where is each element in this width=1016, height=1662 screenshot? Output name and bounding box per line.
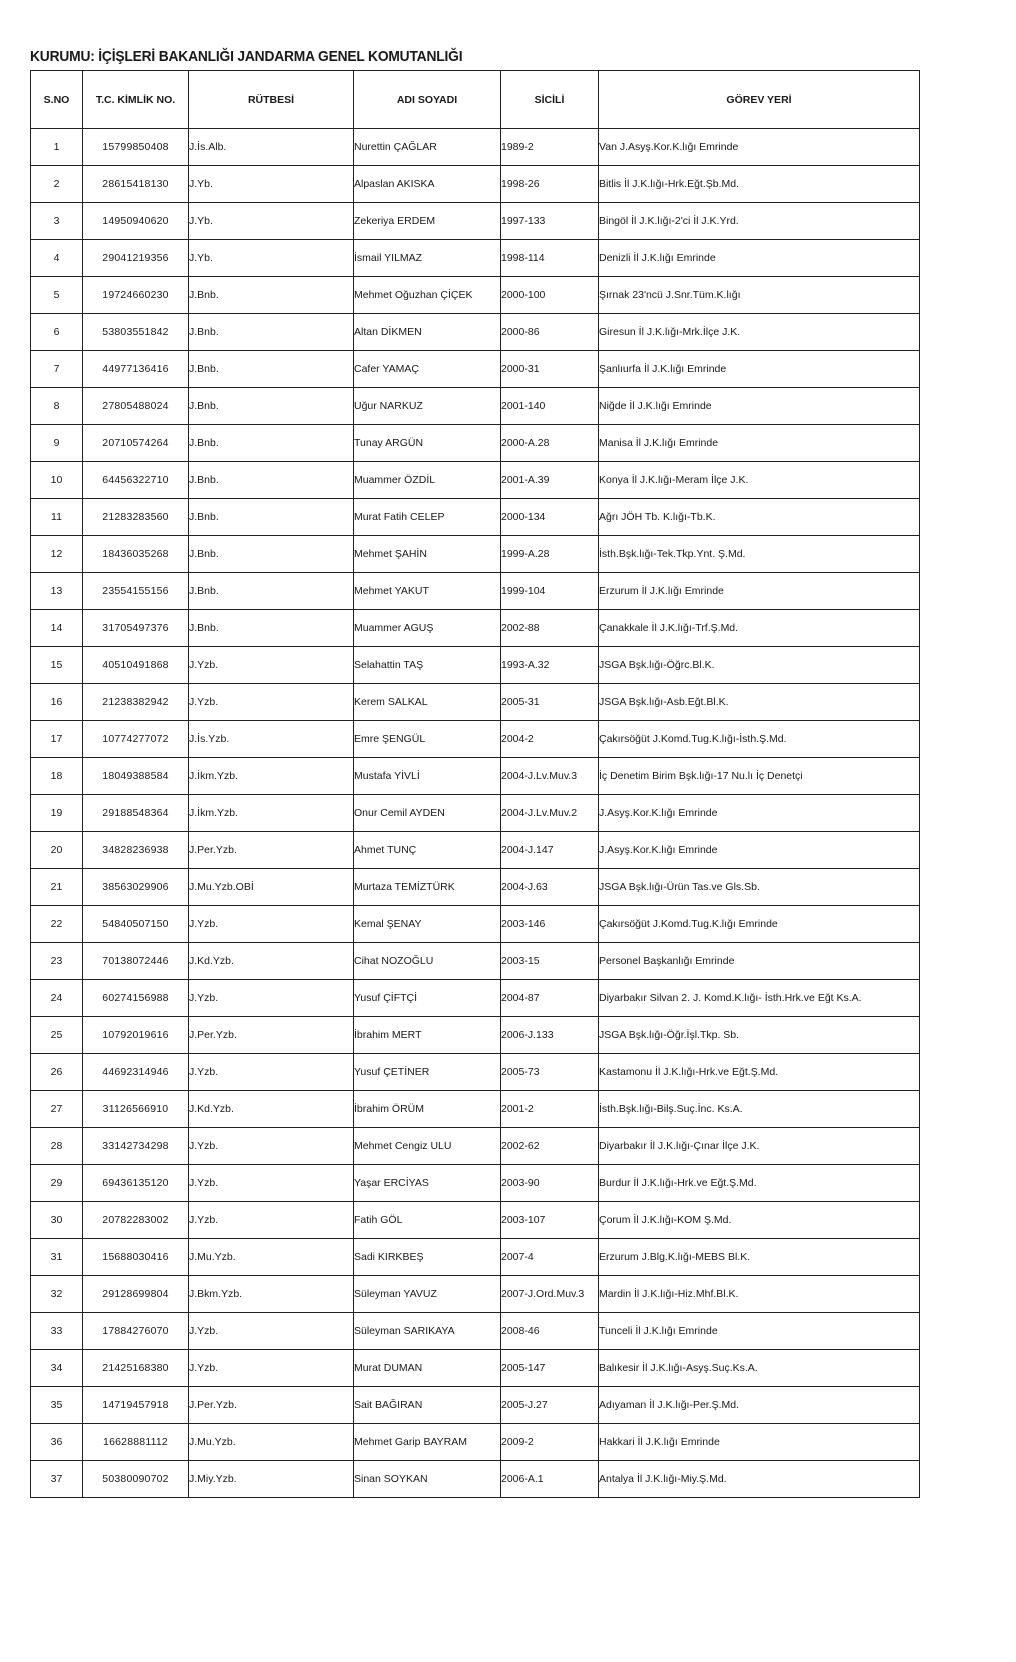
table-row [31, 906, 920, 943]
cell-name: Murat DUMAN [354, 1350, 501, 1387]
table-row [31, 388, 920, 425]
cell-tc-id: 27805488024 [83, 388, 189, 425]
cell-registry: 2001-140 [501, 388, 599, 425]
cell-sno: 20 [31, 832, 83, 869]
cell-duty-station: İsth.Bşk.lığı-Tek.Tkp.Ynt. Ş.Md. [599, 536, 920, 573]
cell-duty-station: Antalya İl J.K.lığı-Miy.Ş.Md. [599, 1461, 920, 1498]
cell-rank: J.Bnb. [189, 499, 354, 536]
cell-registry: 2004-J.63 [501, 869, 599, 906]
cell-rank: J.Per.Yzb. [189, 832, 354, 869]
cell-name: Selahattin TAŞ [354, 647, 501, 684]
cell-duty-station: Niğde İl J.K.lığı Emrinde [599, 388, 920, 425]
cell-name: Uğur NARKUZ [354, 388, 501, 425]
cell-registry: 2000-86 [501, 314, 599, 351]
cell-tc-id: 60274156988 [83, 980, 189, 1017]
cell-sno: 5 [31, 277, 83, 314]
table-row [31, 1128, 920, 1165]
cell-sno: 21 [31, 869, 83, 906]
cell-sno: 26 [31, 1054, 83, 1091]
table-row [31, 1424, 920, 1461]
cell-duty-station: Şanlıurfa İl J.K.lığı Emrinde [599, 351, 920, 388]
cell-rank: J.Bnb. [189, 573, 354, 610]
cell-name: Murtaza TEMİZTÜRK [354, 869, 501, 906]
cell-sno: 13 [31, 573, 83, 610]
table-row [31, 1276, 920, 1313]
cell-rank: J.Mu.Yzb. [189, 1239, 354, 1276]
cell-duty-station: Van J.Asyş.Kor.K.lığı Emrinde [599, 129, 920, 166]
cell-name: Fatih GÖL [354, 1202, 501, 1239]
cell-duty-station: Burdur İl J.K.lığı-Hrk.ve Eğt.Ş.Md. [599, 1165, 920, 1202]
cell-rank: J.Yzb. [189, 1128, 354, 1165]
cell-duty-station: Balıkesir İl J.K.lığı-Asyş.Suç.Ks.A. [599, 1350, 920, 1387]
cell-rank: J.Bnb. [189, 425, 354, 462]
table-row [31, 351, 920, 388]
header-registry: SİCİLİ [501, 71, 599, 129]
cell-tc-id: 21283283560 [83, 499, 189, 536]
cell-duty-station: JSGA Bşk.lığı-Öğrc.Bl.K. [599, 647, 920, 684]
cell-name: Mehmet ŞAHİN [354, 536, 501, 573]
cell-tc-id: 69436135120 [83, 1165, 189, 1202]
cell-name: İsmail YILMAZ [354, 240, 501, 277]
table-row [31, 1350, 920, 1387]
cell-duty-station: Çakırsöğüt J.Komd.Tug.K.lığı-İsth.Ş.Md. [599, 721, 920, 758]
table-row [31, 832, 920, 869]
cell-tc-id: 18436035268 [83, 536, 189, 573]
cell-name: Muammer AGUŞ [354, 610, 501, 647]
cell-registry: 1989-2 [501, 129, 599, 166]
cell-duty-station: Diyarbakır İl J.K.lığı-Çınar İlçe J.K. [599, 1128, 920, 1165]
cell-registry: 2002-62 [501, 1128, 599, 1165]
document-title: KURUMU: İÇİŞLERİ BAKANLIĞI JANDARMA GENEL KOMUTANLIĞI [30, 48, 463, 65]
cell-tc-id: 15799850408 [83, 129, 189, 166]
cell-registry: 2009-2 [501, 1424, 599, 1461]
cell-registry: 2007-J.Ord.Muv.3 [501, 1276, 599, 1313]
cell-registry: 2005-J.27 [501, 1387, 599, 1424]
cell-name: Murat Fatih CELEP [354, 499, 501, 536]
cell-registry: 2005-73 [501, 1054, 599, 1091]
table-row [31, 1091, 920, 1128]
cell-tc-id: 40510491868 [83, 647, 189, 684]
cell-sno: 9 [31, 425, 83, 462]
cell-rank: J.Kd.Yzb. [189, 943, 354, 980]
cell-sno: 37 [31, 1461, 83, 1498]
cell-sno: 27 [31, 1091, 83, 1128]
cell-sno: 32 [31, 1276, 83, 1313]
table-row [31, 536, 920, 573]
cell-name: Altan DİKMEN [354, 314, 501, 351]
cell-rank: J.Bnb. [189, 277, 354, 314]
cell-registry: 2008-46 [501, 1313, 599, 1350]
cell-name: Cihat NOZOĞLU [354, 943, 501, 980]
cell-tc-id: 14719457918 [83, 1387, 189, 1424]
cell-tc-id: 19724660230 [83, 277, 189, 314]
header-sno: S.NO [31, 71, 83, 129]
cell-sno: 23 [31, 943, 83, 980]
table-row [31, 573, 920, 610]
cell-registry: 2004-J.Lv.Muv.3 [501, 758, 599, 795]
cell-tc-id: 31126566910 [83, 1091, 189, 1128]
cell-rank: J.Bkm.Yzb. [189, 1276, 354, 1313]
cell-tc-id: 44692314946 [83, 1054, 189, 1091]
cell-duty-station: Personel Başkanlığı Emrinde [599, 943, 920, 980]
cell-registry: 2004-J.147 [501, 832, 599, 869]
cell-registry: 1999-104 [501, 573, 599, 610]
cell-name: Mehmet Oğuzhan ÇİÇEK [354, 277, 501, 314]
cell-rank: J.Bnb. [189, 610, 354, 647]
table-body [31, 129, 920, 1498]
cell-rank: J.Yzb. [189, 1313, 354, 1350]
cell-registry: 2000-100 [501, 277, 599, 314]
cell-duty-station: Diyarbakır Silvan 2. J. Komd.K.lığı- İsth.Hrk.ve Eğt Ks.A. [599, 980, 920, 1017]
table-header-row [31, 71, 920, 129]
cell-tc-id: 16628881112 [83, 1424, 189, 1461]
table-row [31, 647, 920, 684]
header-name: ADI SOYADI [354, 71, 501, 129]
cell-sno: 12 [31, 536, 83, 573]
cell-duty-station: Çakırsöğüt J.Komd.Tug.K.lığı Emrinde [599, 906, 920, 943]
cell-registry: 1998-26 [501, 166, 599, 203]
cell-rank: J.Mu.Yzb. [189, 1424, 354, 1461]
cell-duty-station: Çorum İl J.K.lığı-KOM Ş.Md. [599, 1202, 920, 1239]
cell-duty-station: Manisa İl J.K.lığı Emrinde [599, 425, 920, 462]
cell-registry: 2004-2 [501, 721, 599, 758]
table-row [31, 240, 920, 277]
cell-rank: J.Yzb. [189, 980, 354, 1017]
cell-registry: 2005-147 [501, 1350, 599, 1387]
cell-name: Kerem SALKAL [354, 684, 501, 721]
cell-sno: 16 [31, 684, 83, 721]
cell-name: Muammer ÖZDİL [354, 462, 501, 499]
table-row [31, 314, 920, 351]
cell-duty-station: Erzurum J.Blg.K.lığı-MEBS Bl.K. [599, 1239, 920, 1276]
cell-name: Sadi KIRKBEŞ [354, 1239, 501, 1276]
cell-sno: 25 [31, 1017, 83, 1054]
cell-name: Onur Cemil AYDEN [354, 795, 501, 832]
cell-registry: 2006-J.133 [501, 1017, 599, 1054]
cell-rank: J.İkm.Yzb. [189, 795, 354, 832]
cell-sno: 19 [31, 795, 83, 832]
cell-name: Mehmet Cengiz ULU [354, 1128, 501, 1165]
cell-registry: 2002-88 [501, 610, 599, 647]
cell-rank: J.Per.Yzb. [189, 1017, 354, 1054]
header-duty-station: GÖREV YERİ [599, 71, 920, 129]
cell-tc-id: 29188548364 [83, 795, 189, 832]
cell-sno: 34 [31, 1350, 83, 1387]
cell-sno: 33 [31, 1313, 83, 1350]
cell-registry: 2000-31 [501, 351, 599, 388]
cell-tc-id: 44977136416 [83, 351, 189, 388]
cell-sno: 29 [31, 1165, 83, 1202]
cell-sno: 35 [31, 1387, 83, 1424]
cell-duty-station: Hakkari İl J.K.lığı Emrinde [599, 1424, 920, 1461]
cell-duty-station: JSGA Bşk.lığı-Asb.Eğt.Bl.K. [599, 684, 920, 721]
cell-duty-station: JSGA Bşk.lığı-Ürün Tas.ve Gls.Sb. [599, 869, 920, 906]
cell-sno: 17 [31, 721, 83, 758]
cell-registry: 2003-15 [501, 943, 599, 980]
cell-tc-id: 21238382942 [83, 684, 189, 721]
header-tc-id: T.C. KİMLİK NO. [83, 71, 189, 129]
cell-tc-id: 31705497376 [83, 610, 189, 647]
table-row [31, 277, 920, 314]
cell-rank: J.Kd.Yzb. [189, 1091, 354, 1128]
cell-tc-id: 29041219356 [83, 240, 189, 277]
cell-tc-id: 17884276070 [83, 1313, 189, 1350]
cell-registry: 2004-J.Lv.Muv.2 [501, 795, 599, 832]
cell-sno: 3 [31, 203, 83, 240]
cell-tc-id: 18049388584 [83, 758, 189, 795]
cell-sno: 4 [31, 240, 83, 277]
cell-tc-id: 53803551842 [83, 314, 189, 351]
table-row [31, 1017, 920, 1054]
cell-sno: 2 [31, 166, 83, 203]
cell-name: Yaşar ERCİYAS [354, 1165, 501, 1202]
table-row [31, 462, 920, 499]
cell-sno: 1 [31, 129, 83, 166]
cell-sno: 11 [31, 499, 83, 536]
cell-rank: J.Yb. [189, 166, 354, 203]
cell-duty-station: Erzurum İl J.K.lığı Emrinde [599, 573, 920, 610]
table-row [31, 758, 920, 795]
cell-registry: 2003-146 [501, 906, 599, 943]
cell-sno: 8 [31, 388, 83, 425]
table-row [31, 1239, 920, 1276]
cell-rank: J.Yzb. [189, 1202, 354, 1239]
cell-rank: J.Bnb. [189, 314, 354, 351]
cell-tc-id: 10774277072 [83, 721, 189, 758]
cell-rank: J.Bnb. [189, 388, 354, 425]
cell-registry: 2000-134 [501, 499, 599, 536]
cell-sno: 14 [31, 610, 83, 647]
cell-rank: J.Yb. [189, 203, 354, 240]
cell-name: Mustafa YİVLİ [354, 758, 501, 795]
cell-name: Cafer YAMAÇ [354, 351, 501, 388]
cell-name: Kemal ŞENAY [354, 906, 501, 943]
cell-tc-id: 64456322710 [83, 462, 189, 499]
table-row [31, 1461, 920, 1498]
cell-registry: 2001-2 [501, 1091, 599, 1128]
cell-duty-station: Bingöl İl J.K.lığı-2'ci İl J.K.Yrd. [599, 203, 920, 240]
cell-registry: 2004-87 [501, 980, 599, 1017]
cell-rank: J.Yb. [189, 240, 354, 277]
cell-duty-station: Mardin İl J.K.lığı-Hiz.Mhf.Bl.K. [599, 1276, 920, 1313]
cell-sno: 31 [31, 1239, 83, 1276]
cell-tc-id: 10792019616 [83, 1017, 189, 1054]
table-row [31, 980, 920, 1017]
cell-duty-station: Konya İl J.K.lığı-Meram İlçe J.K. [599, 462, 920, 499]
cell-rank: J.Yzb. [189, 906, 354, 943]
cell-name: Süleyman YAVUZ [354, 1276, 501, 1313]
cell-duty-station: Giresun İl J.K.lığı-Mrk.İlçe J.K. [599, 314, 920, 351]
cell-registry: 2007-4 [501, 1239, 599, 1276]
cell-rank: J.Per.Yzb. [189, 1387, 354, 1424]
cell-sno: 30 [31, 1202, 83, 1239]
cell-registry: 1999-A.28 [501, 536, 599, 573]
table-row [31, 129, 920, 166]
cell-rank: J.Bnb. [189, 351, 354, 388]
cell-duty-station: J.Asyş.Kor.K.lığı Emrinde [599, 832, 920, 869]
table-row [31, 1313, 920, 1350]
table-row [31, 943, 920, 980]
cell-name: Yusuf ÇETİNER [354, 1054, 501, 1091]
cell-sno: 28 [31, 1128, 83, 1165]
cell-registry: 2000-A.28 [501, 425, 599, 462]
cell-duty-station: Kastamonu İl J.K.lığı-Hrk.ve Eğt.Ş.Md. [599, 1054, 920, 1091]
cell-name: Sait BAĞIRAN [354, 1387, 501, 1424]
cell-rank: J.Bnb. [189, 536, 354, 573]
cell-registry: 2003-107 [501, 1202, 599, 1239]
table-row [31, 425, 920, 462]
cell-duty-station: Denizli İl J.K.lığı Emrinde [599, 240, 920, 277]
cell-name: İbrahim MERT [354, 1017, 501, 1054]
cell-duty-station: İsth.Bşk.lığı-Bilş.Suç.İnc. Ks.A. [599, 1091, 920, 1128]
cell-tc-id: 14950940620 [83, 203, 189, 240]
cell-duty-station: Bitlis İl J.K.lığı-Hrk.Eğt.Şb.Md. [599, 166, 920, 203]
cell-duty-station: Çanakkale İl J.K.lığı-Trf.Ş.Md. [599, 610, 920, 647]
cell-name: Süleyman SARIKAYA [354, 1313, 501, 1350]
cell-tc-id: 38563029906 [83, 869, 189, 906]
table-row [31, 166, 920, 203]
cell-sno: 18 [31, 758, 83, 795]
cell-rank: J.İs.Alb. [189, 129, 354, 166]
table-row [31, 869, 920, 906]
table-row [31, 684, 920, 721]
table-row [31, 1387, 920, 1424]
table-row [31, 610, 920, 647]
cell-tc-id: 20782283002 [83, 1202, 189, 1239]
cell-registry: 1993-A.32 [501, 647, 599, 684]
cell-registry: 1998-114 [501, 240, 599, 277]
cell-rank: J.Yzb. [189, 1350, 354, 1387]
cell-duty-station: J.Asyş.Kor.K.lığı Emrinde [599, 795, 920, 832]
cell-sno: 7 [31, 351, 83, 388]
table-row [31, 203, 920, 240]
cell-registry: 2005-31 [501, 684, 599, 721]
cell-name: Mehmet Garip BAYRAM [354, 1424, 501, 1461]
cell-name: Emre ŞENGÜL [354, 721, 501, 758]
cell-tc-id: 33142734298 [83, 1128, 189, 1165]
table-row [31, 1165, 920, 1202]
cell-duty-station: Tunceli İl J.K.lığı Emrinde [599, 1313, 920, 1350]
cell-rank: J.Bnb. [189, 462, 354, 499]
cell-registry: 1997-133 [501, 203, 599, 240]
cell-name: Tunay ARGÜN [354, 425, 501, 462]
cell-registry: 2001-A.39 [501, 462, 599, 499]
header-rank: RÜTBESİ [189, 71, 354, 129]
cell-sno: 15 [31, 647, 83, 684]
cell-rank: J.İkm.Yzb. [189, 758, 354, 795]
personnel-table [30, 70, 920, 1498]
cell-registry: 2003-90 [501, 1165, 599, 1202]
cell-tc-id: 29128699804 [83, 1276, 189, 1313]
cell-rank: J.Miy.Yzb. [189, 1461, 354, 1498]
cell-tc-id: 21425168380 [83, 1350, 189, 1387]
cell-tc-id: 20710574264 [83, 425, 189, 462]
cell-duty-station: Adıyaman İl J.K.lığı-Per.Ş.Md. [599, 1387, 920, 1424]
cell-name: Zekeriya ERDEM [354, 203, 501, 240]
cell-name: Ahmet TUNÇ [354, 832, 501, 869]
cell-tc-id: 54840507150 [83, 906, 189, 943]
cell-duty-station: İç Denetim Birim Bşk.lığı-17 Nu.lı İç Denetçi [599, 758, 920, 795]
table-row [31, 1202, 920, 1239]
cell-name: Yusuf ÇİFTÇİ [354, 980, 501, 1017]
cell-sno: 10 [31, 462, 83, 499]
cell-name: İbrahim ÖRÜM [354, 1091, 501, 1128]
cell-rank: J.Yzb. [189, 647, 354, 684]
cell-duty-station: JSGA Bşk.lığı-Öğr.İşl.Tkp. Sb. [599, 1017, 920, 1054]
cell-name: Sinan SOYKAN [354, 1461, 501, 1498]
table-row [31, 795, 920, 832]
cell-rank: J.İs.Yzb. [189, 721, 354, 758]
cell-name: Mehmet YAKUT [354, 573, 501, 610]
cell-sno: 6 [31, 314, 83, 351]
cell-tc-id: 34828236938 [83, 832, 189, 869]
cell-tc-id: 50380090702 [83, 1461, 189, 1498]
cell-sno: 24 [31, 980, 83, 1017]
cell-rank: J.Yzb. [189, 1165, 354, 1202]
table-row [31, 499, 920, 536]
cell-sno: 36 [31, 1424, 83, 1461]
cell-name: Nurettin ÇAĞLAR [354, 129, 501, 166]
cell-tc-id: 15688030416 [83, 1239, 189, 1276]
cell-duty-station: Ağrı JÖH Tb. K.lığı-Tb.K. [599, 499, 920, 536]
cell-registry: 2006-A.1 [501, 1461, 599, 1498]
cell-name: Alpaslan AKISKA [354, 166, 501, 203]
cell-tc-id: 23554155156 [83, 573, 189, 610]
cell-rank: J.Mu.Yzb.OBİ [189, 869, 354, 906]
cell-tc-id: 28615418130 [83, 166, 189, 203]
table-row [31, 721, 920, 758]
cell-tc-id: 70138072446 [83, 943, 189, 980]
cell-rank: J.Yzb. [189, 684, 354, 721]
cell-duty-station: Şırnak 23'ncü J.Snr.Tüm.K.lığı [599, 277, 920, 314]
table-row [31, 1054, 920, 1091]
cell-rank: J.Yzb. [189, 1054, 354, 1091]
cell-sno: 22 [31, 906, 83, 943]
